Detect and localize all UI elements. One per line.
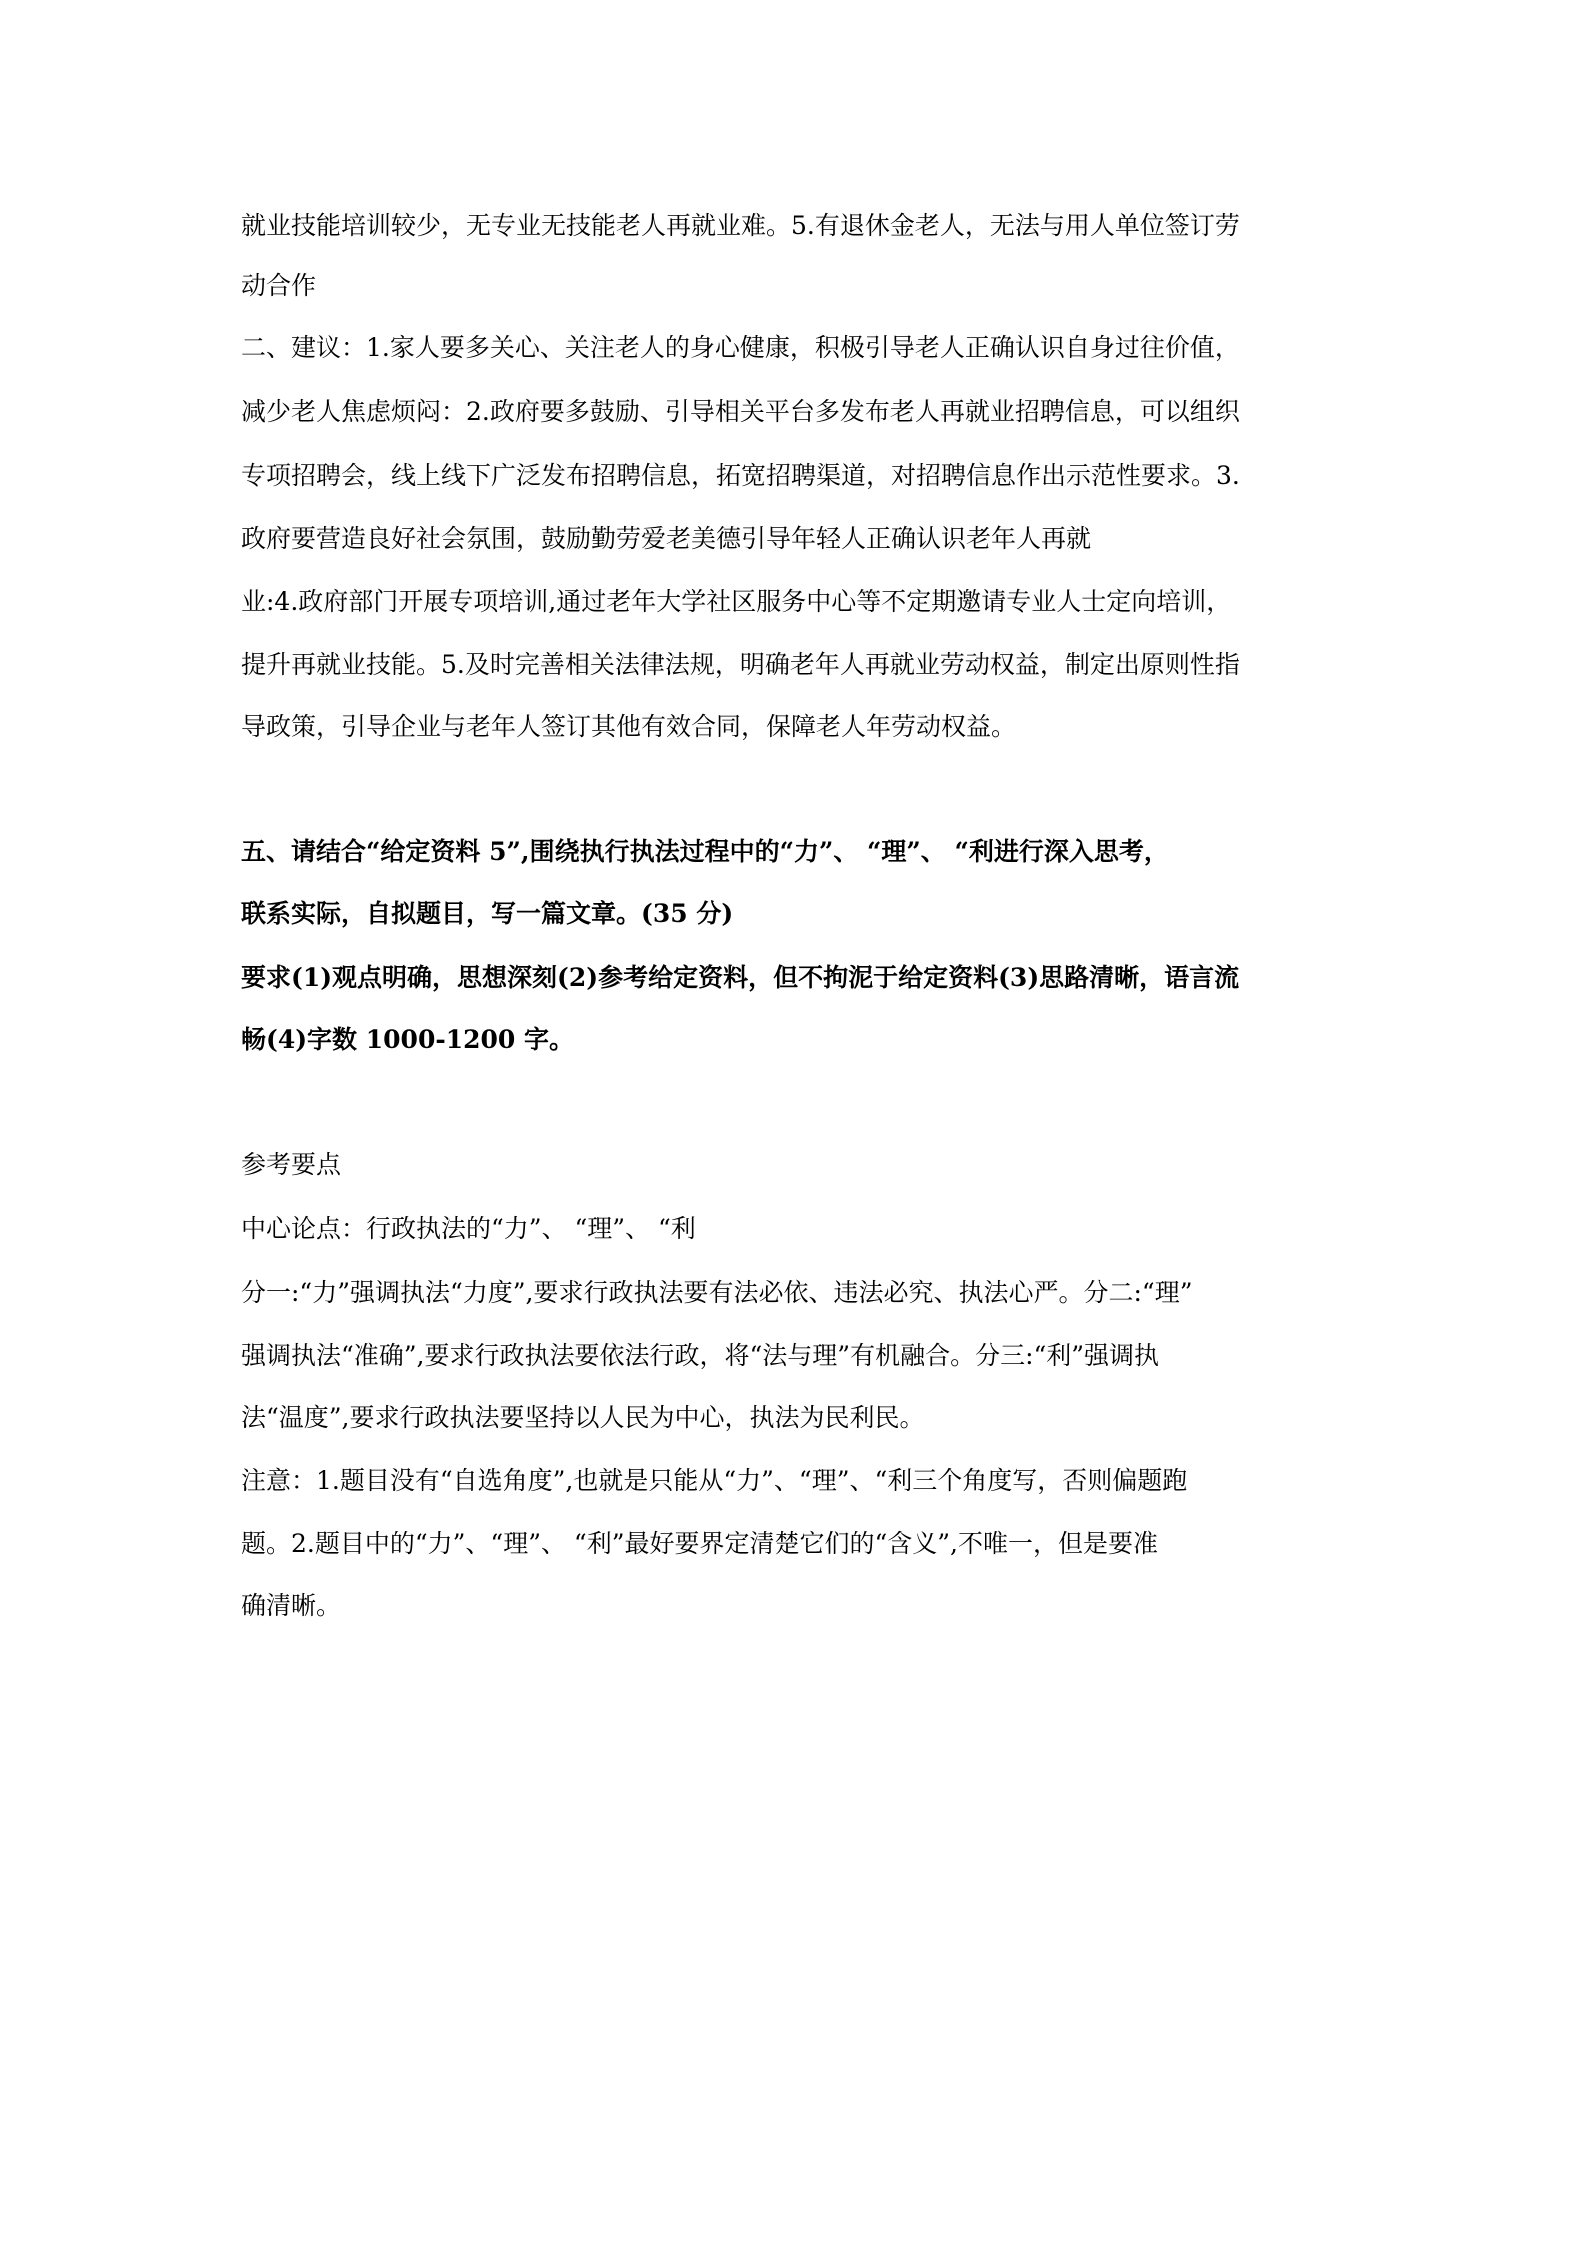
paragraph-line: 动合作 [241, 271, 317, 300]
paragraph-line: 政府要营造良好社会氛围，鼓励勤劳爱老美德引导年轻人正确认识老年人再就 [241, 524, 1092, 553]
answer-heading: 参考要点 [241, 1150, 342, 1179]
answer-line: 确清晰。 [241, 1591, 342, 1620]
answer-line: 注意：1.题目没有“自选角度”,也就是只能从“力”、“理”、“利三个角度写，否则偏题跑 [241, 1466, 1188, 1495]
answer-line: 法“温度”,要求行政执法要坚持以人民为中心，执法为民利民。 [241, 1403, 925, 1432]
answer-line: 题。2.题目中的“力”、“理”、 “利”最好要界定清楚它们的“含义”,不唯一，但是要准 [241, 1529, 1158, 1558]
answer-line: 分一:“力”强调执法“力度”,要求行政执法要有法必依、违法必究、执法心严。分二:“理” [241, 1278, 1193, 1307]
paragraph-line: 就业技能培训较少，无专业无技能老人再就业难。5.有退休金老人，无法与用人单位签订劳 [241, 211, 1240, 240]
question-heading-line: 五、请结合“给定资料 5”,围绕执行执法过程中的“力”、 “理”、 “利进行深入思考， [241, 837, 1169, 866]
paragraph-line: 业:4.政府部门开展专项培训,通过老年大学社区服务中心等不定期邀请专业人士定向培训， [241, 587, 1232, 616]
answer-line: 强调执法“准确”,要求行政执法要依法行政，将“法与理”有机融合。分三:“利”强调执 [241, 1341, 1160, 1370]
paragraph-line: 减少老人焦虑烦闷：2.政府要多鼓励、引导相关平台多发布老人再就业招聘信息，可以组织 [241, 397, 1240, 426]
answer-line: 中心论点：行政执法的“力”、 “理”、 “利 [241, 1214, 696, 1243]
paragraph-line: 专项招聘会，线上线下广泛发布招聘信息，拓宽招聘渠道，对招聘信息作出示范性要求。3. [241, 461, 1240, 490]
paragraph-line: 提升再就业技能。5.及时完善相关法律法规，明确老年人再就业劳动权益，制定出原则性指 [241, 650, 1240, 679]
question-heading-line: 联系实际，自拟题目，写一篇文章。(35 分) [241, 899, 734, 928]
paragraph-line: 二、建议：1.家人要多关心、关注老人的身心健康，积极引导老人正确认识自身过往价值， [241, 333, 1240, 362]
paragraph-line: 导政策，引导企业与老年人签订其他有效合同，保障老人年劳动权益。 [241, 712, 1017, 741]
question-requirement-line: 畅(4)字数 1000-1200 字。 [241, 1025, 574, 1054]
question-requirement-line: 要求(1)观点明确，思想深刻(2)参考给定资料，但不拘泥于给定资料(3)思路清晰，语言流 [241, 963, 1240, 992]
